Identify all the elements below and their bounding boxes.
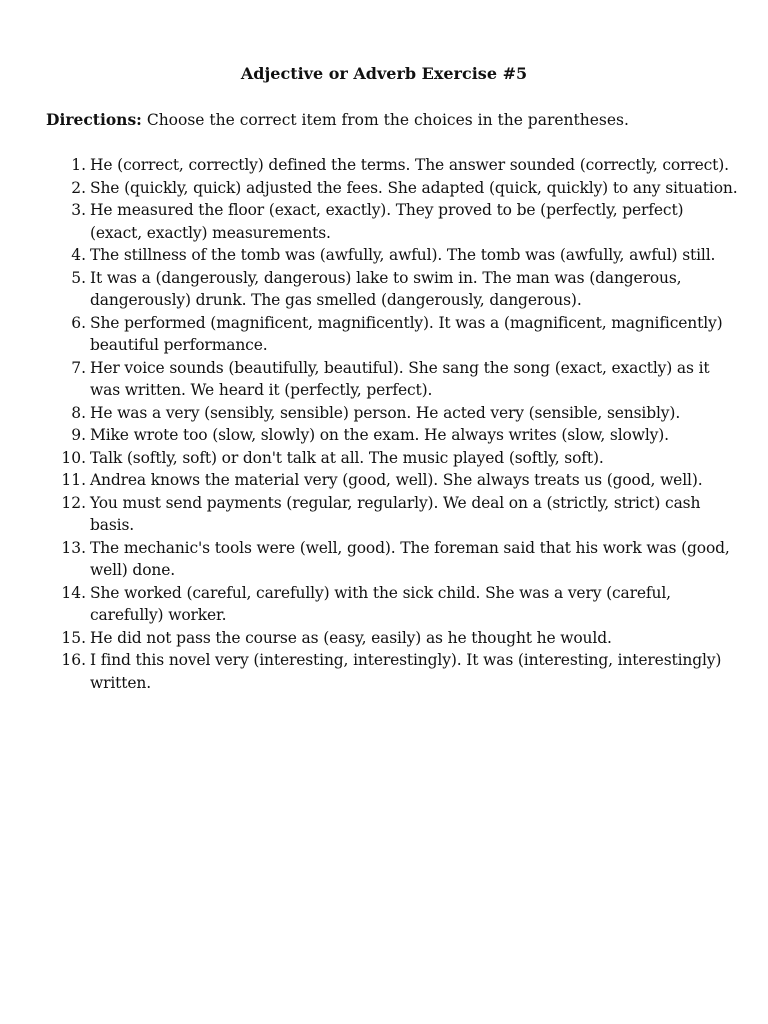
list-item xyxy=(0,357,768,402)
item-text: The mechanic's tools were (well, good). The foreman said that his work was (good, well) done. xyxy=(90,538,730,579)
item-text: He did not pass the course as (easy, easily) as he thought he would. xyxy=(90,628,612,647)
list-item xyxy=(0,582,768,627)
list-item xyxy=(0,267,768,312)
item-number: 2. xyxy=(71,178,86,197)
item-number: 1. xyxy=(71,156,86,174)
item-number: 5. xyxy=(71,268,86,287)
directions-text: Choose the correct item from the choices in the parentheses. xyxy=(141,111,629,129)
directions-label: Directions: xyxy=(46,110,142,129)
item-number: 6. xyxy=(71,313,86,332)
list-item xyxy=(0,424,768,447)
item-text: It was a (dangerously, dangerous) lake to swim in. The man was (dangerous, dangerously) drunk. The gas smelled (dangerously, dangerous). xyxy=(90,268,682,309)
item-number: 10. xyxy=(61,448,86,467)
list-item xyxy=(0,492,768,537)
item-number: 3. xyxy=(71,201,86,219)
item-number: 8. xyxy=(71,403,86,422)
exercise-list xyxy=(0,154,768,694)
item-text: Mike wrote too (slow, slowly) on the exam. He always writes (slow, slowly). xyxy=(90,426,669,444)
directions xyxy=(46,109,746,132)
item-text: She worked (careful, carefully) with the sick child. She was a very (careful, carefully) worker. xyxy=(90,583,671,624)
list-item xyxy=(0,199,768,244)
item-text: The stillness of the tomb was (awfully, awful). The tomb was (awfully, awful) still. xyxy=(90,246,716,264)
list-item xyxy=(0,649,768,694)
item-number: 7. xyxy=(71,358,86,377)
list-item xyxy=(0,312,768,357)
item-text: She performed (magnificent, magnificently). It was a (magnificent, magnificently) beautiful performance. xyxy=(90,313,723,354)
item-text: I find this novel very (interesting, interestingly). It was (interesting, interestingly) written. xyxy=(90,651,722,692)
item-text: He was a very (sensibly, sensible) person. He acted very (sensible, sensibly). xyxy=(90,403,681,422)
item-number: 13. xyxy=(61,538,86,557)
item-text: He (correct, correctly) defined the terms. The answer sounded (correctly, correct). xyxy=(90,156,729,174)
list-item xyxy=(0,402,768,425)
list-item xyxy=(0,154,768,177)
item-text: Andrea knows the material very (good, well). She always treats us (good, well). xyxy=(90,471,703,489)
list-item xyxy=(0,447,768,470)
item-number: 11. xyxy=(61,471,86,489)
list-item xyxy=(0,537,768,582)
item-text: You must send payments (regular, regularly). We deal on a (strictly, strict) cash basis. xyxy=(90,493,701,534)
item-number: 12. xyxy=(61,493,86,512)
item-number: 4. xyxy=(71,246,86,264)
list-item xyxy=(0,469,768,492)
list-item xyxy=(0,627,768,650)
item-text: She (quickly, quick) adjusted the fees. She adapted (quick, quickly) to any situation. xyxy=(90,178,738,197)
item-number: 9. xyxy=(71,426,86,444)
item-text: He measured the floor (exact, exactly). They proved to be (perfectly, perfect) (exact, exactly) measurements. xyxy=(90,201,684,242)
item-text: Her voice sounds (beautifully, beautiful). She sang the song (exact, exactly) as it was written. We heard it (perfectly, perfect). xyxy=(90,358,710,399)
list-item xyxy=(0,244,768,267)
item-number: 14. xyxy=(61,583,86,602)
item-number: 15. xyxy=(61,628,86,647)
list-item xyxy=(0,177,768,200)
item-number: 16. xyxy=(61,651,86,669)
page-title: Adjective or Adverb Exercise #5 xyxy=(240,64,528,83)
item-text: Talk (softly, soft) or don't talk at all. The music played (softly, soft). xyxy=(90,448,604,467)
